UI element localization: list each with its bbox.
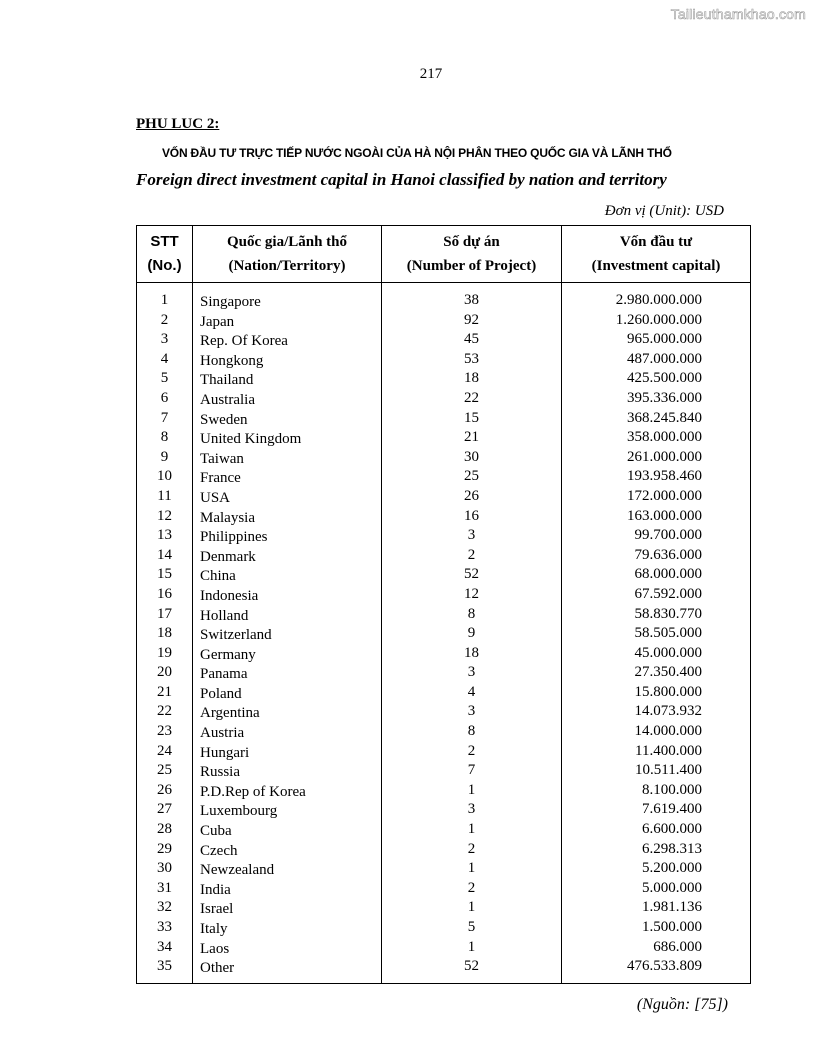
cell-projects: 3 [382,663,562,683]
cell-capital: 193.958.460 [562,467,751,487]
header-nation [193,226,382,283]
cell-no: 32 [137,898,193,918]
table-row [137,702,751,722]
cell-projects: 92 [382,311,562,331]
cell-nation: Israel [193,900,382,920]
cell-nation: China [193,567,382,587]
cell-no: 10 [137,467,193,487]
cell-no: 34 [137,938,193,958]
cell-capital: 10.511.400 [562,761,751,781]
table-row [137,526,751,546]
table-body [137,283,751,984]
table-row [137,448,751,468]
cell-capital: 14.073.932 [562,702,751,722]
cell-capital: 67.592.000 [562,585,751,605]
cell-capital: 368.245.840 [562,409,751,429]
cell-no: 35 [137,957,193,983]
cell-no: 26 [137,781,193,801]
cell-nation: Taiwan [193,450,382,470]
cell-projects: 18 [382,369,562,389]
cell-no: 5 [137,369,193,389]
cell-capital: 5.200.000 [562,859,751,879]
header-projects-vn: Số dự án [443,234,500,250]
cell-nation: Czech [193,842,382,862]
cell-nation: Panama [193,665,382,685]
cell-nation: Russia [193,763,382,783]
cell-nation: Newzealand [193,861,382,881]
cell-projects: 15 [382,409,562,429]
cell-capital: 8.100.000 [562,781,751,801]
cell-capital: 487.000.000 [562,350,751,370]
cell-projects: 1 [382,859,562,879]
cell-no: 31 [137,879,193,899]
cell-no: 11 [137,487,193,507]
cell-no: 8 [137,428,193,448]
title-vietnamese: VỐN ĐẦU TƯ TRỰC TIẾP NƯỚC NGOÀI CỦA HÀ NỘI PHÂN THEO QUỐC GIA VÀ LÃNH THỔ [162,146,672,160]
cell-no: 14 [137,546,193,566]
cell-no: 19 [137,644,193,664]
cell-capital: 476.533.809 [562,957,751,983]
cell-nation: Germany [193,646,382,666]
cell-projects: 1 [382,781,562,801]
table-row [137,957,751,983]
cell-nation: Singapore [193,293,382,313]
cell-capital: 14.000.000 [562,722,751,742]
page-number: 217 [419,66,443,82]
cell-projects: 3 [382,800,562,820]
table-row [137,742,751,762]
cell-no: 25 [137,761,193,781]
cell-no: 6 [137,389,193,409]
table-row [137,330,751,350]
header-no-vn: STT [150,233,179,250]
cell-projects: 12 [382,585,562,605]
cell-projects: 3 [382,526,562,546]
table-row [137,663,751,683]
cell-projects: 26 [382,487,562,507]
table-row [137,487,751,507]
table-row [137,879,751,899]
table-spacer-row [137,283,751,292]
cell-nation: Japan [193,313,382,333]
cell-capital: 6.600.000 [562,820,751,840]
cell-nation: Luxembourg [193,802,382,822]
cell-no: 12 [137,507,193,527]
cell-no: 18 [137,624,193,644]
cell-no: 4 [137,350,193,370]
cell-projects: 1 [382,938,562,958]
header-capital-en: (Investment capital) [591,258,721,274]
cell-no: 13 [137,526,193,546]
header-projects-en: (Number of Project) [406,258,537,274]
cell-capital: 79.636.000 [562,546,751,566]
cell-no: 28 [137,820,193,840]
cell-projects: 16 [382,507,562,527]
cell-capital: 27.350.400 [562,663,751,683]
cell-nation: Argentina [193,704,382,724]
cell-nation: USA [193,489,382,509]
unit-note: Đơn vị (Unit): USD [604,203,724,219]
table-row [137,683,751,703]
cell-capital: 7.619.400 [562,800,751,820]
cell-capital: 172.000.000 [562,487,751,507]
table-row [137,938,751,958]
cell-projects: 38 [382,291,562,311]
cell-nation: Poland [193,685,382,705]
table-row [137,369,751,389]
table-row [137,761,751,781]
cell-projects: 8 [382,605,562,625]
cell-projects: 2 [382,546,562,566]
cell-capital: 6.298.313 [562,840,751,860]
cell-nation: Australia [193,391,382,411]
table-row [137,722,751,742]
header-no [137,226,193,283]
table-row [137,644,751,664]
title-english: Foreign direct investment capital in Hanoi classified by nation and territory [136,170,667,189]
cell-no: 3 [137,330,193,350]
cell-no: 33 [137,918,193,938]
cell-nation: Switzerland [193,626,382,646]
table-row [137,585,751,605]
cell-projects: 21 [382,428,562,448]
table-row [137,409,751,429]
table-row [137,389,751,409]
cell-projects: 1 [382,820,562,840]
header-capital-vn: Vốn đầu tư [619,234,693,250]
table-row [137,840,751,860]
table-row [137,428,751,448]
cell-capital: 15.800.000 [562,683,751,703]
cell-projects: 30 [382,448,562,468]
cell-nation: Hungari [193,744,382,764]
cell-no: 22 [137,702,193,722]
cell-nation: Indonesia [193,587,382,607]
cell-projects: 1 [382,898,562,918]
cell-no: 2 [137,311,193,331]
cell-capital: 1.500.000 [562,918,751,938]
cell-projects: 25 [382,467,562,487]
cell-no: 20 [137,663,193,683]
cell-capital: 163.000.000 [562,507,751,527]
table-row [137,546,751,566]
table-row [137,800,751,820]
cell-nation: Denmark [193,548,382,568]
table-row [137,311,751,331]
table-row [137,859,751,879]
cell-nation: India [193,881,382,901]
header-nation-en: (Nation/Territory) [228,258,346,274]
cell-capital: 58.505.000 [562,624,751,644]
cell-capital: 686.000 [562,938,751,958]
cell-capital: 99.700.000 [562,526,751,546]
table-row [137,291,751,311]
cell-nation: Philippines [193,528,382,548]
cell-capital: 45.000.000 [562,644,751,664]
header-no-en: (No.) [147,257,182,274]
cell-projects: 9 [382,624,562,644]
cell-no: 17 [137,605,193,625]
cell-capital: 58.830.770 [562,605,751,625]
cell-projects: 5 [382,918,562,938]
cell-no: 21 [137,683,193,703]
table-row [137,781,751,801]
cell-projects: 52 [382,565,562,585]
table-row [137,350,751,370]
cell-projects: 7 [382,761,562,781]
cell-projects: 2 [382,742,562,762]
header-nation-vn: Quốc gia/Lãnh thổ [226,234,348,250]
cell-projects: 2 [382,840,562,860]
cell-no: 30 [137,859,193,879]
cell-projects: 45 [382,330,562,350]
cell-capital: 2.980.000.000 [562,291,751,311]
cell-no: 1 [137,291,193,311]
table-header-row [137,226,751,283]
cell-projects: 3 [382,702,562,722]
cell-capital: 1.260.000.000 [562,311,751,331]
table-row [137,820,751,840]
cell-capital: 261.000.000 [562,448,751,468]
cell-nation: Hongkong [193,352,382,372]
cell-projects: 22 [382,389,562,409]
fdi-table [136,225,751,984]
cell-no: 15 [137,565,193,585]
cell-nation: Thailand [193,371,382,391]
cell-projects: 8 [382,722,562,742]
table-row [137,565,751,585]
table-row [137,605,751,625]
cell-capital: 5.000.000 [562,879,751,899]
cell-nation: Austria [193,724,382,744]
header-capital [562,226,751,283]
cell-no: 29 [137,840,193,860]
cell-no: 23 [137,722,193,742]
table-row [137,467,751,487]
cell-nation: Holland [193,607,382,627]
cell-capital: 358.000.000 [562,428,751,448]
cell-projects: 18 [382,644,562,664]
cell-no: 9 [137,448,193,468]
table-row [137,918,751,938]
cell-nation: United Kingdom [193,430,382,450]
cell-nation: P.D.Rep of Korea [193,783,382,803]
table-row [137,624,751,644]
header-projects [382,226,562,283]
cell-capital: 395.336.000 [562,389,751,409]
cell-no: 24 [137,742,193,762]
source-note: (Nguồn: [75]) [636,996,728,1013]
cell-nation: France [193,469,382,489]
cell-nation: Sweden [193,411,382,431]
cell-projects: 53 [382,350,562,370]
cell-nation: Other [193,959,382,985]
cell-no: 27 [137,800,193,820]
table-row [137,507,751,527]
cell-nation: Italy [193,920,382,940]
cell-nation: Rep. Of Korea [193,332,382,352]
cell-capital: 11.400.000 [562,742,751,762]
cell-nation: Malaysia [193,509,382,529]
cell-capital: 965.000.000 [562,330,751,350]
watermark: Tailieuthamkhao.com [670,6,806,22]
cell-no: 16 [137,585,193,605]
cell-nation: Laos [193,940,382,960]
cell-capital: 425.500.000 [562,369,751,389]
cell-no: 7 [137,409,193,429]
cell-projects: 4 [382,683,562,703]
appendix-label: PHU LUC 2: [136,116,220,132]
cell-capital: 1.981.136 [562,898,751,918]
cell-capital: 68.000.000 [562,565,751,585]
table-row [137,898,751,918]
cell-projects: 52 [382,957,562,983]
cell-nation: Cuba [193,822,382,842]
cell-projects: 2 [382,879,562,899]
